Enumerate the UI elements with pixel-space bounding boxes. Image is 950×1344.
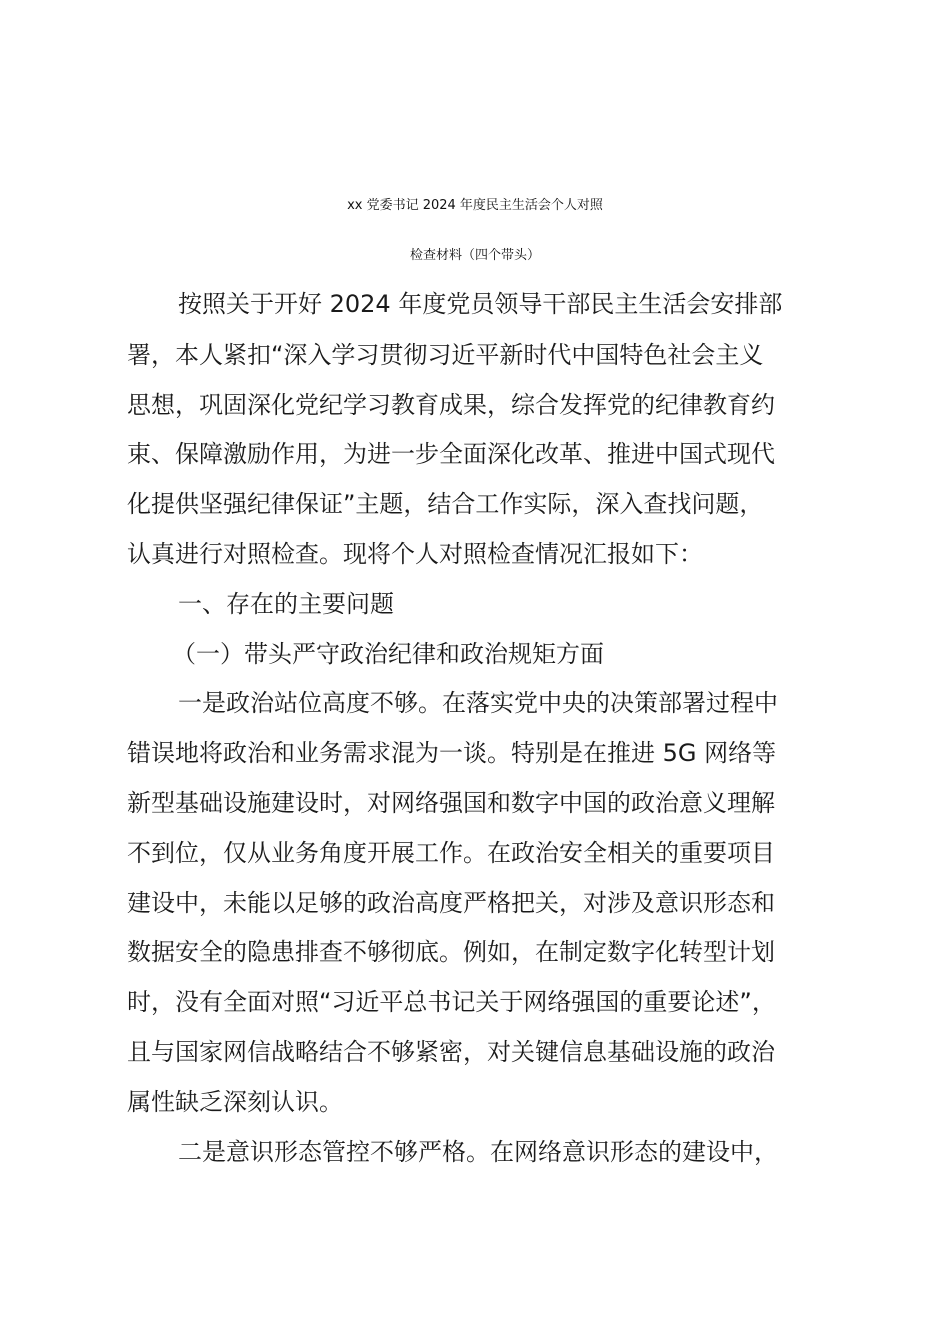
section-heading: 一、存在的主要问题 [178,590,394,618]
body-line-9: 一是政治站位高度不够。在落实党中央的决策部署过程中 [178,689,778,717]
body-line-17: 属性缺乏深刻认识。 [127,1088,343,1116]
document-title-line-1: xx 党委书记 2024 年度民主生活会个人对照 [347,198,603,213]
document-title-line-2: 检查材料（四个带头） [409,248,540,263]
body-line-16: 且与国家网信战略结合不够紧密，对关键信息基础设施的政治 [127,1038,775,1066]
body-line-10: 错误地将政治和业务需求混为一谈。特别是在推进 5G 网络等 [127,739,777,767]
body-line-2: 署，本人紧扣“深入学习贯彻习近平新时代中国特色社会主义 [127,341,764,369]
body-line-11: 新型基础设施建设时，对网络强国和数字中国的政治意义理解 [127,789,775,817]
body-line-12: 不到位，仅从业务角度开展工作。在政治安全相关的重要项目 [127,839,775,867]
body-line-15: 时，没有全面对照“习近平总书记关于网络强国的重要论述”， [127,988,776,1016]
body-line-3: 思想，巩固深化党纪学习教育成果，综合发挥党的纪律教育约 [127,391,775,419]
body-line-6: 认真进行对照检查。现将个人对照检查情况汇报如下： [127,540,703,568]
body-line-14: 数据安全的隐患排查不够彻底。例如，在制定数字化转型计划 [127,938,775,966]
body-line-1: 按照关于开好 2024 年度党员领导干部民主生活会安排部 [178,290,783,318]
subsection-heading: （一）带头严守政治纪律和政治规矩方面 [172,640,604,668]
body-line-4: 束、保障激励作用，为进一步全面深化改革、推进中国式现代 [127,440,775,468]
body-line-13: 建设中，未能以足够的政治高度严格把关，对涉及意识形态和 [127,889,775,917]
body-line-18: 二是意识形态管控不够严格。在网络意识形态的建设中， [178,1138,778,1166]
body-line-5: 化提供坚强纪律保证”主题，结合工作实际，深入查找问题， [127,490,764,518]
